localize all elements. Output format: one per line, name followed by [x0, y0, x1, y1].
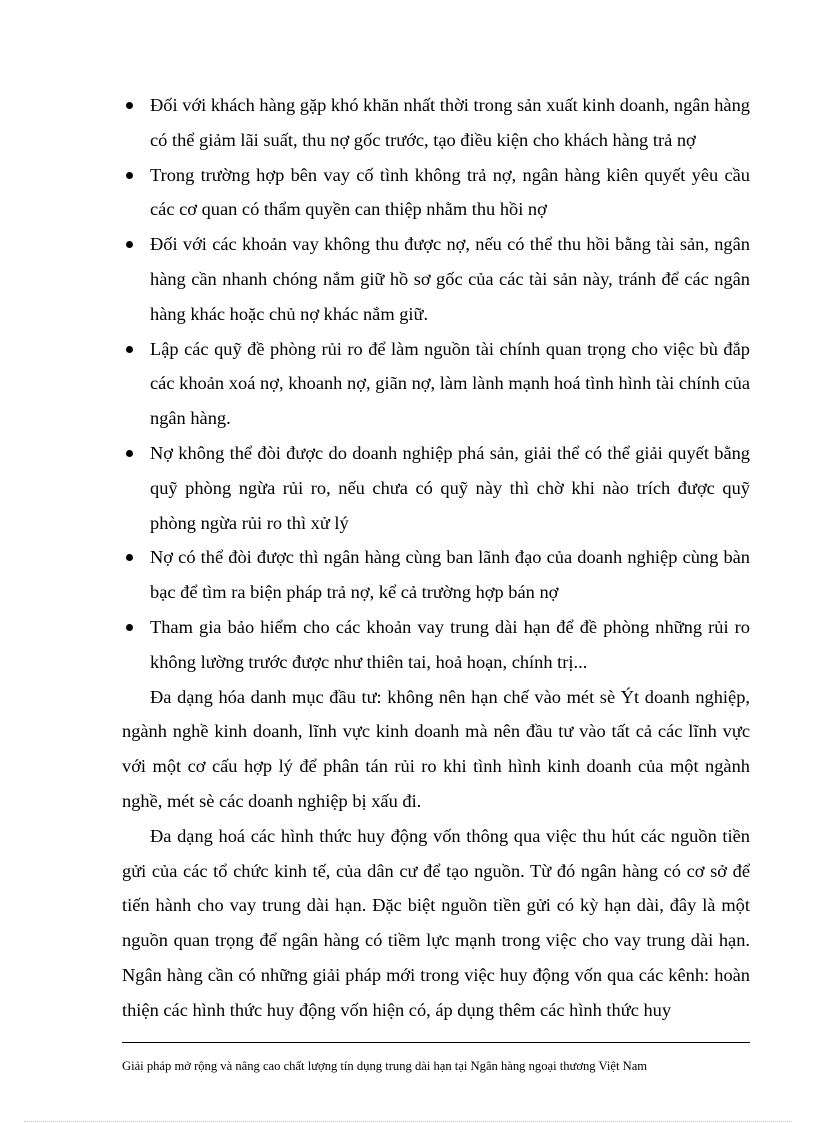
bullet-icon	[126, 172, 133, 179]
bullet-icon	[126, 554, 133, 561]
bullet-item	[122, 540, 750, 610]
bullet-item	[122, 332, 750, 436]
bullet-text: Nợ không thể đòi được do doanh nghiệp phá sản, giải thể có thể giải quyết bằng quỹ phòng ngừa rủi ro, nếu chưa có quỹ này thì chờ khi nào trích được quỹ phòng ngừa rủi ro thì xử lý	[150, 442, 750, 533]
paragraph-diversify-funding: Đa dạng hoá các hình thức huy động vốn thông qua việc thu hút các nguồn tiền gửi của các tổ chức kinh tế, của dân cư để tạo nguồn. Từ đó ngân hàng có cơ sở để tiến hành cho vay trung dài hạn. Đặc biệt nguồn tiền gửi có kỳ hạn dài, đây là một nguồn quan trọng để ngân hàng có tiềm lực mạnh trong việc cho vay trung dài hạn. Ngân hàng cần có những giải pháp mới trong việc huy động vốn qua các kênh: hoàn thiện các hình thức huy động vốn hiện có, áp dụng thêm các hình thức huy	[122, 825, 750, 1020]
bullet-item	[122, 436, 750, 540]
bullet-icon	[126, 450, 133, 457]
bullet-text: Đối với khách hàng gặp khó khăn nhất thời trong sản xuất kinh doanh, ngân hàng có thể giảm lãi suất, thu nợ gốc trước, tạo điều kiện cho khách hàng trả nợ	[150, 95, 750, 150]
paragraph-diversify-portfolio: Đa dạng hóa danh mục đầu tư: không nên hạn chế vào mét sè Ýt doanh nghiệp, ngành nghề kinh doanh, lĩnh vực kinh doanh mà nên đầu tư vào tất cả các lĩnh vực với một cơ cấu hợp lý để phân tán rủi ro khi tình hình kinh doanh của một ngành nghề, mét sè các doanh nghiệp bị xấu đi.	[122, 686, 750, 811]
page-body	[122, 88, 750, 1028]
bullet-item	[122, 88, 750, 158]
bullet-item	[122, 158, 750, 228]
bullet-icon	[126, 241, 133, 248]
footer-divider	[122, 1042, 750, 1043]
page-footer: Giải pháp mở rộng và nâng cao chất lượng tín dụng trung dài hạn tại Ngân hàng ngoại thương Việt Nam	[122, 1059, 648, 1073]
page-bottom-edge	[24, 1121, 792, 1122]
bullet-item	[122, 610, 750, 680]
bullet-item	[122, 227, 750, 331]
bullet-text: Tham gia bảo hiểm cho các khoản vay trung dài hạn để đề phòng những rủi ro không lường trước được như thiên tai, hoả hoạn, chính trị...	[150, 616, 750, 672]
bullet-text: Lập các quỹ đề phòng rủi ro để làm nguồn tài chính quan trọng cho việc bù đắp các khoản xoá nợ, khoanh nợ, giãn nợ, làm lành mạnh hoá tình hình tài chính của ngân hàng.	[150, 338, 750, 429]
bullet-icon	[126, 624, 133, 631]
bullet-text: Nợ có thể đòi được thì ngân hàng cùng ban lãnh đạo của doanh nghiệp cùng bàn bạc để tìm ra biện pháp trả nợ, kể cả trường hợp bán nợ	[150, 547, 750, 603]
bullet-icon	[126, 102, 133, 109]
bullet-text: Đối với các khoản vay không thu được nợ, nếu có thể thu hồi bằng tài sản, ngân hàng cần nhanh chóng nắm giữ hồ sơ gốc của các tài sản này, tránh để các ngân hàng khác hoặc chủ nợ khác nắm giữ.	[150, 234, 750, 324]
bullet-text: Trong trường hợp bên vay cố tình không trả nợ, ngân hàng kiên quyết yêu cầu các cơ quan có thẩm quyền can thiệp nhằm thu hồi nợ	[150, 164, 750, 220]
bullet-icon	[126, 346, 133, 353]
bullet-list	[122, 88, 750, 680]
